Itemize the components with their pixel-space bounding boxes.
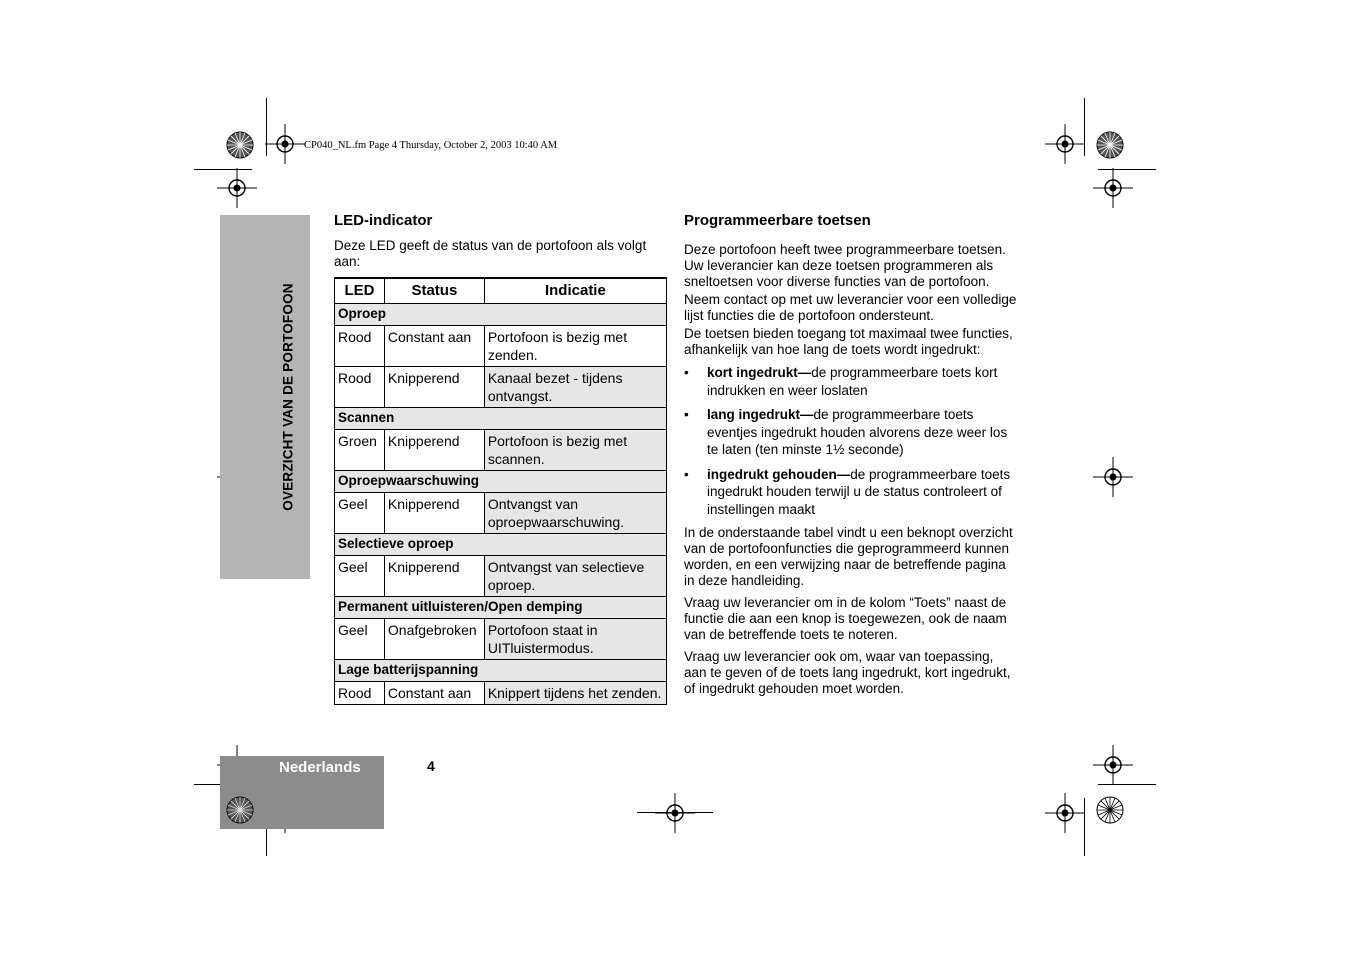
star-target-icon xyxy=(226,796,254,824)
bullet-icon: • xyxy=(684,365,689,380)
list-item xyxy=(684,466,1018,519)
table-group-row xyxy=(335,304,667,326)
star-target-icon xyxy=(226,131,254,159)
registration-mark-icon xyxy=(655,793,695,833)
registration-mark-icon xyxy=(1093,745,1133,785)
list-item-text: de programmeerbare toets eventjes ingedrukt houden alvorens deze weer los te laten (ten minste 1½ seconde) xyxy=(707,407,1008,457)
group-label: Scannen xyxy=(335,408,667,430)
programmable-keys-body xyxy=(684,242,1018,697)
led-color-cell: Rood xyxy=(335,326,385,367)
star-target-icon xyxy=(1096,796,1124,824)
registration-mark-icon xyxy=(1093,168,1133,208)
press-type-list xyxy=(684,364,1018,518)
status-cell: Onafgebroken xyxy=(384,619,484,660)
body-paragraph: De toetsen bieden toegang tot maximaal twee functies, afhankelijk van hoe lang de toets wordt ingedrukt: xyxy=(684,326,1013,357)
sidebar-section-label: OVERZICHT VAN DE PORTOFOON xyxy=(280,283,296,511)
group-label: Oproep xyxy=(335,304,667,326)
indication-cell: Portofoon is bezig met zenden. xyxy=(484,326,666,367)
indication-cell: Ontvangst van oproepwaarschuwing. xyxy=(484,493,666,534)
list-item xyxy=(684,364,1018,399)
body-paragraph: Vraag uw leverancier om in de kolom “Toets” naast de functie die aan een knop is toegewezen, ook de naam van de betreffende toets te noteren. xyxy=(684,595,1007,642)
list-item-text: de programmeerbare toets kort indrukken en weer loslaten xyxy=(707,365,998,398)
list-item-text: de programmeerbare toets ingedrukt houden terwijl u de status controleert of instellingen maakt xyxy=(707,466,1011,517)
table-group-row xyxy=(335,408,667,430)
status-cell: Constant aan xyxy=(384,326,484,367)
table-header-row xyxy=(335,278,667,304)
table-row xyxy=(335,367,667,408)
table-group-row xyxy=(335,534,667,556)
status-cell: Knipperend xyxy=(384,493,484,534)
status-cell: Constant aan xyxy=(384,682,484,705)
body-paragraph: Vraag uw leverancier ook om, waar van toepassing, aan te geven of de toets lang ingedrukt, kort ingedrukt, of ingedrukt gehouden moet worden. xyxy=(684,649,1011,696)
led-color-cell: Groen xyxy=(335,430,385,471)
led-color-cell: Geel xyxy=(335,619,385,660)
bullet-icon: • xyxy=(684,407,689,422)
list-item-term: kort ingedrukt— xyxy=(707,365,812,380)
table-group-row xyxy=(335,597,667,619)
body-paragraph: Neem contact op met uw leverancier voor een volledige lijst functies die de portofoon ondersteunt. xyxy=(684,292,1017,323)
registration-mark-icon xyxy=(217,168,257,208)
status-cell: Knipperend xyxy=(384,367,484,408)
status-cell: Knipperend xyxy=(384,556,484,597)
registration-mark-icon xyxy=(1045,793,1085,833)
column-header-led: LED xyxy=(335,278,385,304)
indication-cell: Knippert tijdens het zenden. xyxy=(484,682,666,705)
table-group-row xyxy=(335,471,667,493)
registration-mark-icon xyxy=(1045,124,1085,164)
crop-line xyxy=(637,812,713,813)
table-row xyxy=(335,326,667,367)
body-paragraph: Deze portofoon heeft twee programmeerbare toetsen. Uw leverancier kan deze toetsen programmeren als sneltoetsen voor diverse functies van de portofoon. xyxy=(684,242,1006,289)
group-label: Lage batterijspanning xyxy=(335,660,667,682)
group-label: Permanent uitluisteren/Open demping xyxy=(335,597,667,619)
footer-language-label: Nederlands xyxy=(279,759,361,776)
group-label: Selectieve oproep xyxy=(335,534,667,556)
table-group-row xyxy=(335,660,667,682)
header-file-info: CP040_NL.fm Page 4 Thursday, October 2, 2003 10:40 AM xyxy=(304,140,558,151)
indication-cell: Portofoon staat in UITluistermodus. xyxy=(484,619,666,660)
body-paragraph: In de onderstaande tabel vindt u een beknopt overzicht van de portofoonfuncties die geprogrammeerd kunnen worden, en een verwijzing naar de betreffende pagina in deze handleiding. xyxy=(684,525,1013,588)
indication-cell: Kanaal bezet - tijdens ontvangst. xyxy=(484,367,666,408)
table-row xyxy=(335,619,667,660)
column-header-status: Status xyxy=(384,278,484,304)
programmable-keys-heading: Programmeerbare toetsen xyxy=(684,212,871,229)
indication-cell: Ontvangst van selectieve oproep. xyxy=(484,556,666,597)
table-row xyxy=(335,493,667,534)
bullet-icon: • xyxy=(684,466,689,482)
list-item-term: lang ingedrukt— xyxy=(707,407,814,422)
led-status-table xyxy=(334,277,667,705)
led-intro-text: Deze LED geeft de status van de portofoon als volgt aan: xyxy=(334,238,647,269)
list-item xyxy=(684,406,1018,459)
indication-cell: Portofoon is bezig met scannen. xyxy=(484,430,666,471)
list-item-term: ingedrukt gehouden— xyxy=(707,466,851,482)
led-color-cell: Rood xyxy=(335,682,385,705)
table-row xyxy=(335,430,667,471)
section-sidebar-tab xyxy=(220,215,310,579)
star-target-icon xyxy=(1096,131,1124,159)
led-color-cell: Geel xyxy=(335,493,385,534)
registration-mark-icon xyxy=(265,124,305,164)
column-header-indicatie: Indicatie xyxy=(484,278,666,304)
led-color-cell: Geel xyxy=(335,556,385,597)
page-number: 4 xyxy=(427,758,435,774)
group-label: Oproepwaarschuwing xyxy=(335,471,667,493)
status-cell: Knipperend xyxy=(384,430,484,471)
registration-mark-icon xyxy=(1093,457,1133,497)
table-row xyxy=(335,682,667,705)
table-row xyxy=(335,556,667,597)
led-indicator-heading: LED-indicator xyxy=(334,212,433,229)
led-color-cell: Rood xyxy=(335,367,385,408)
